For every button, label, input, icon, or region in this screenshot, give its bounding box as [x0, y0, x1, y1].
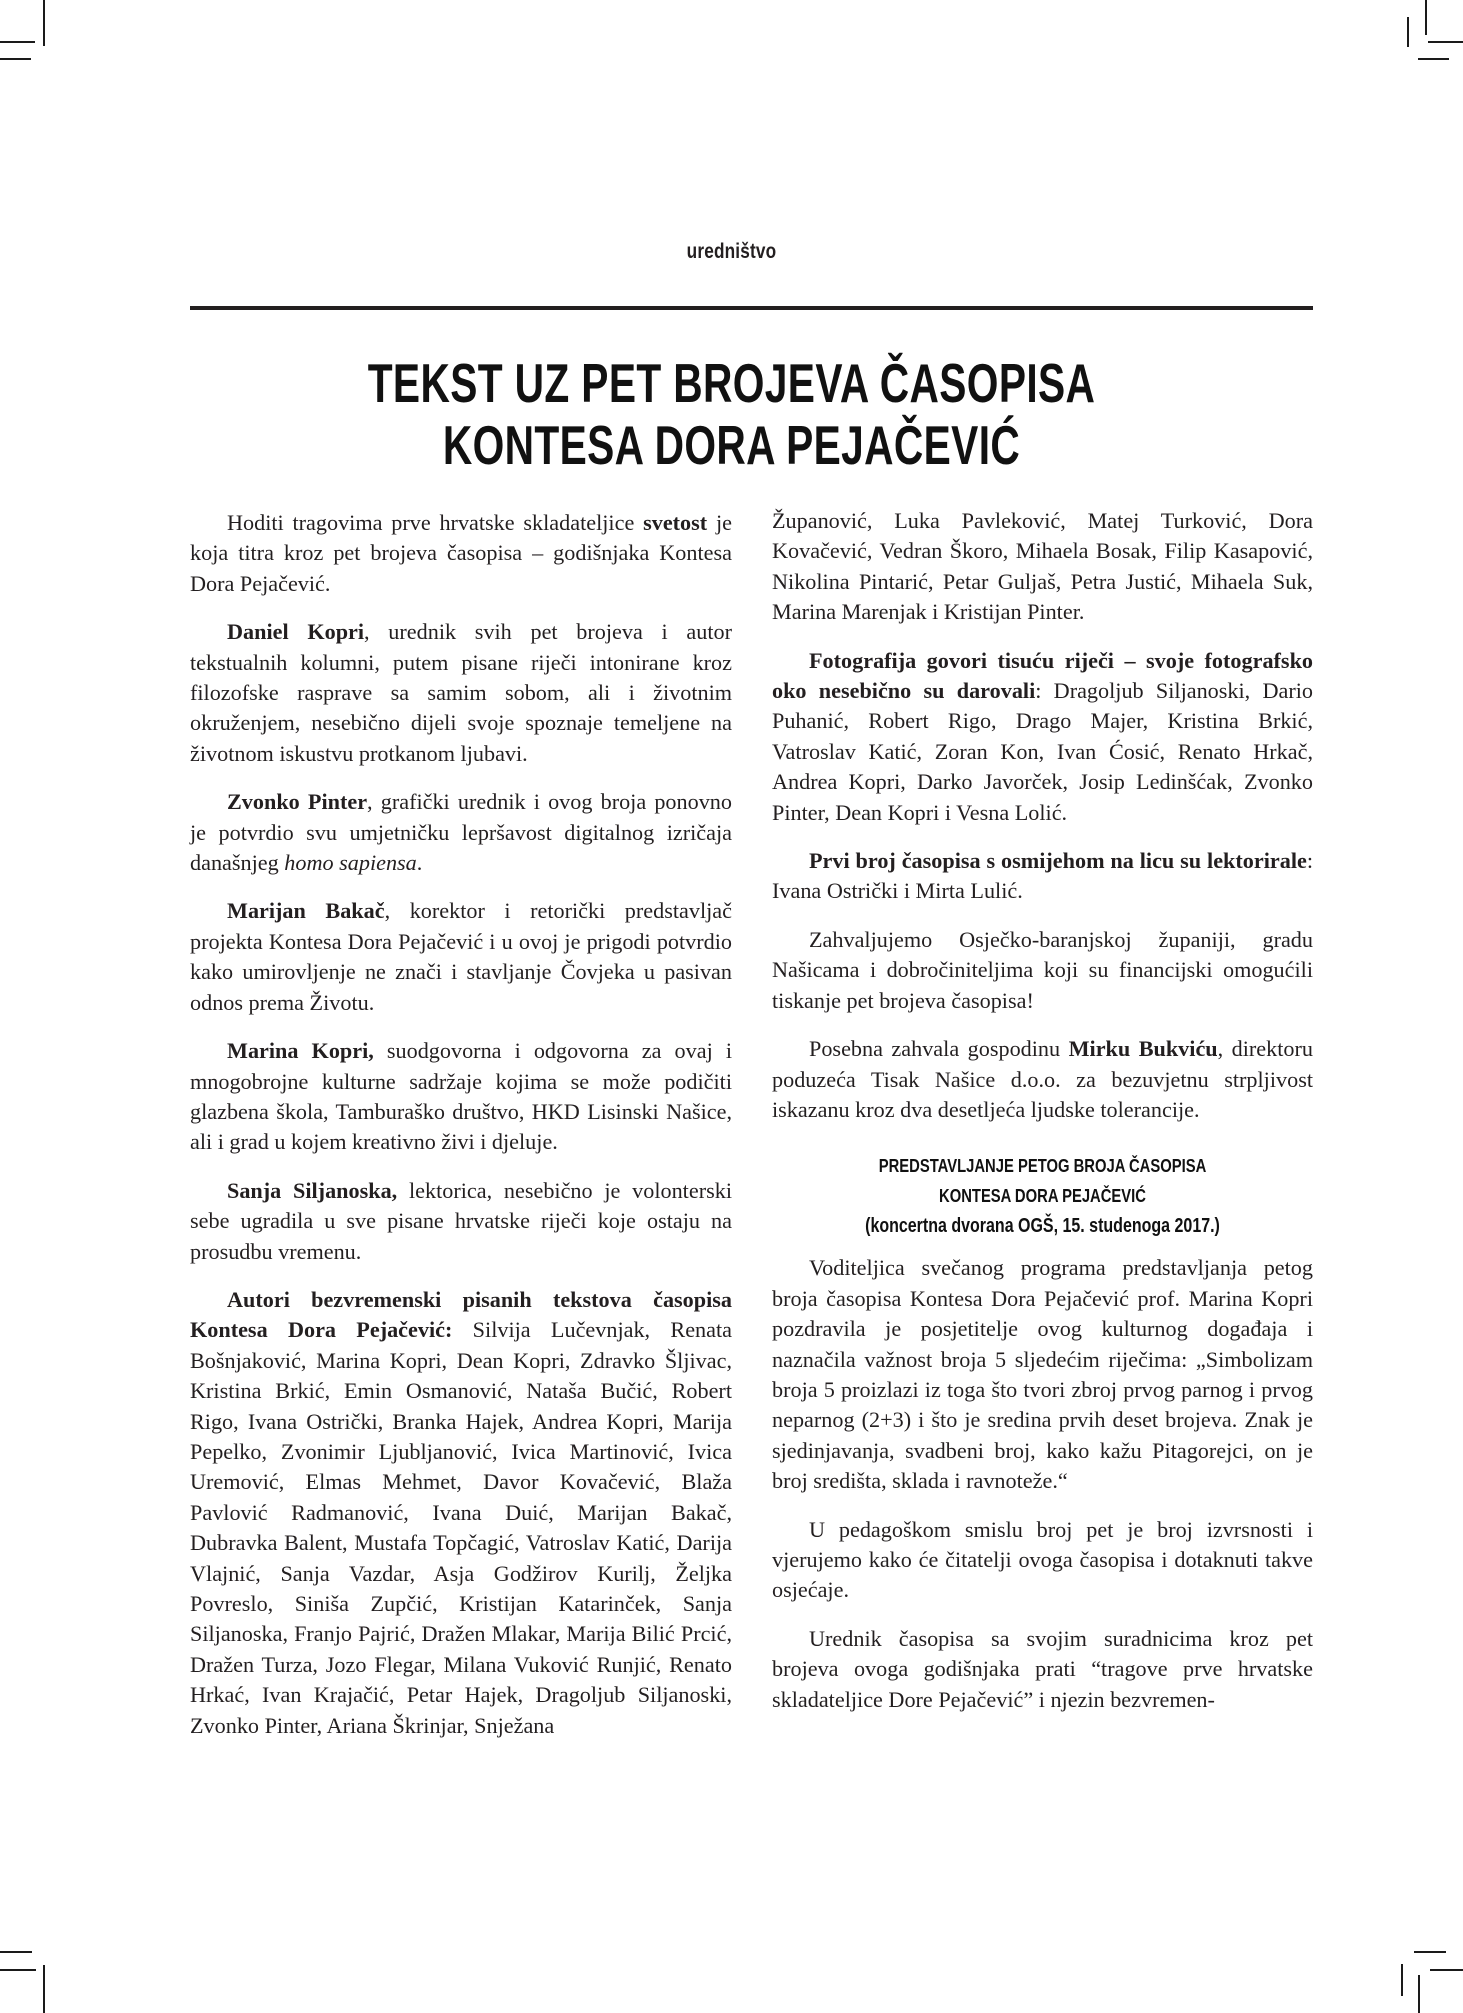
sub-heading-line: KONTESA DORA PEJAČEVIĆ: [939, 1185, 1146, 1207]
right-column: [772, 506, 1313, 1733]
paragraph: Hoditi tragovima prve hrvatske skladateljice svetost je koja titra kroz pet brojeva časopisa – godišnjaka Kontesa Dora Pejačević.: [190, 510, 732, 596]
crop-mark: [43, 1965, 45, 2013]
sub-heading-line: (koncertna dvorana OGŠ, 15. studenoga 2017.): [865, 1215, 1220, 1238]
paragraph: Marijan Bakač, korektor i retorički predstavljač projekta Kontesa Dora Pejačević i u ovoj je prigodi potvrdio kako umirovljenje ne znači i stavljanje Čovjeka u pasivan odnos prema Životu.: [190, 898, 732, 1015]
sub-heading-line: PREDSTAVLJANJE PETOG BROJA ČASOPISA: [878, 1155, 1207, 1177]
paragraph: Fotografija govori tisuću riječi – svoje fotografsko oko nesebično su darovali: Dragoljub Siljanoski, Dario Puhanić, Robert Rigo, Drago Majer, Kristina Brkić, Vatroslav Katić, Zoran Kon, Ivan Ćosić, Renato Hrkač, Andrea Kopri, Darko Javorček, Josip Ledinšćak, Zvonko Pinter, Dean Kopri i Vesna Lolić.: [772, 647, 1313, 825]
paragraph: Prvi broj časopisa s osmijehom na licu su lektorirale: Ivana Ostrički i Mirta Lulić.: [772, 848, 1313, 904]
paragraph: Sanja Siljanoska, lektorica, nesebično je volonterski sebe ugradila u sve pisane hrvatske riječi koje ostaju na prosudbu vremenu.: [190, 1177, 732, 1264]
article-title: [190, 352, 1273, 476]
crop-mark: [43, 0, 45, 46]
paragraph: U pedagoškom smislu broj pet je broj izvrsnosti i vjerujemo kako će čitatelji ovoga časopisa i dotaknuti takve osjećaje.: [772, 1516, 1313, 1603]
crop-mark: [1418, 58, 1449, 60]
header-rule: [190, 306, 1313, 310]
crop-mark: [0, 41, 35, 43]
crop-mark: [1418, 1975, 1420, 2013]
crop-mark: [1407, 17, 1409, 47]
title-line: KONTESA DORA PEJAČEVIĆ: [442, 414, 1021, 476]
title-line: TEKST UZ PET BROJEVA ČASOPISA: [367, 352, 1096, 414]
sub-heading: [826, 1151, 1259, 1241]
paragraph: Zahvaljujemo Osječko-baranjskoj županiji, gradu Našicama i dobročiniteljima koji su financijski omogućili tiskanje pet brojeva časopisa!: [772, 926, 1313, 1013]
section-label: uredništvo: [686, 240, 777, 263]
crop-mark: [1425, 0, 1427, 35]
left-column: [190, 508, 732, 1759]
crop-mark: [1428, 41, 1463, 43]
paragraph: Posebna zahvala gospodinu Mirku Bukviću, direktoru poduzeća Tisak Našice d.o.o. za bezuvjetnu strpljivost iskazanu kroz dva desetljeća ljudske tolerancije.: [772, 1036, 1313, 1122]
paragraph: Urednik časopisa sa svojim suradnicima kroz pet brojeva ovoga godišnjaka prati “tragove prve hrvatske skladateljice Dore Pejačević” i njezin bezvremen-: [772, 1625, 1313, 1712]
crop-mark: [0, 1969, 36, 1971]
crop-mark: [1401, 1964, 1403, 1996]
paragraph: Voditeljica svečanog programa predstavljanja petog broja časopisa Kontesa Dora Pejačević prof. Marina Kopri pozdravila je posjetitelje ovog kulturnog događaja i naznačila važnost broja 5 sljedećim riječima: „Simbolizam broja 5 proizlazi iz toga što tvori zbroj prvog parnog i prvog neparnog (2+3) i što je sredina prvih deset brojeva. Znak je sjedinjavanja, svadbeni broj, kako kažu Pitagorejci, on je broj središta, sklada i ravnoteže.“: [772, 1255, 1313, 1494]
paragraph: Daniel Kopri, urednik svih pet brojeva i autor tekstualnih kolumni, putem pisane riječi intonirane kroz filozofske rasprave sa samim sobom, ali i životnim okruženjem, nesebično dijeli svoje spoznaje temeljene na životnom iskustvu protkanom ljubavi.: [190, 619, 732, 766]
paragraph: Županović, Luka Pavleković, Matej Turković, Dora Kovačević, Vedran Škoro, Mihaela Bosak, Filip Kasapović, Nikolina Pintarić, Petar Guljaš, Petra Justić, Mihaela Suk, Marina Marenjak i Kristijan Pinter.: [772, 508, 1313, 625]
crop-mark: [0, 58, 31, 60]
paragraph: Autori bezvremenski pisanih tekstova časopisa Kontesa Dora Pejačević: Silvija Lučevnjak, Renata Bošnjaković, Marina Kopri, Dean Kopri, Zdravko Šljivac, Kristina Brkić, Emin Osmanović, Nataša Bučić, Robert Rigo, Ivana Ostrički, Branka Hajek, Andrea Kopri, Marija Pepelko, Zvonimir Ljubljanović, Ivica Martinović, Ivica Uremović, Elmas Mehmet, Davor Kovačević, Blaža Pavlović Radmanović, Ivana Duić, Marijan Bakač, Dubravka Balent, Mustafa Topčagić, Vatroslav Katić, Darija Vlajnić, Sanja Vazdar, Asja Godžirov Kurilj, Željka Povreslo, Siniša Zupčić, Kristijan Katarinček, Sanja Siljanoska, Franjo Pajrić, Dražen Mlakar, Marija Bilić Prcić, Dražen Turza, Jozo Flegar, Milana Vuković Runjić, Renato Hrkać, Ivan Krajačić, Petar Hajek, Dragoljub Siljanoski, Zvonko Pinter, Ariana Škrinjar, Snježana: [190, 1286, 732, 1738]
paragraph: Zvonko Pinter, grafički urednik i ovog broja ponovno je potvrdio svu umjetničku lepršavost digitalnog izričaja današnjeg homo sapiensa.: [190, 789, 732, 876]
crop-mark: [1414, 1951, 1446, 1953]
crop-mark: [0, 1951, 32, 1953]
crop-mark: [1430, 1969, 1463, 1971]
paragraph: Marina Kopri, suodgovorna i odgovorna za ovaj i mnogobrojne kulturne sadržaje kojima se može podičiti glazbena škola, Tamburaško društvo, HKD Lisinski Našice, ali i grad u kojem kreativno živi i djeluje.: [190, 1038, 732, 1155]
